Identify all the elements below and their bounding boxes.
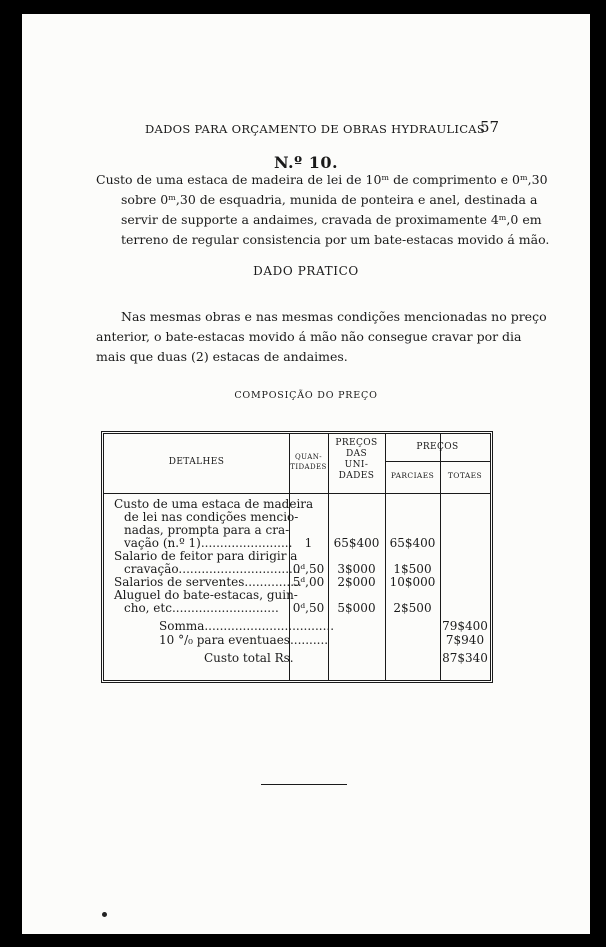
header-parciaes: PARCIAES	[390, 471, 435, 480]
row-detail: Aluguel do bate-estacas, guin-	[114, 588, 298, 602]
row-partial: 2$500	[393, 601, 432, 615]
ink-spot	[102, 912, 107, 917]
practical-line: mais que duas (2) estacas de andaimes.	[96, 349, 348, 364]
header-preco-unit: PREÇOS	[335, 438, 378, 448]
composition-title: COMPOSIÇÃO DO PREÇO	[234, 390, 378, 401]
description-line: servir de supporte a andaimes, cravada de proximamente 4ᵐ,0 em	[121, 212, 542, 227]
page-number: 57	[480, 118, 500, 136]
description-line: Custo de uma estaca de madeira de lei de 10ᵐ de comprimento e 0ᵐ,30	[96, 172, 548, 187]
row-partial: 10$000	[389, 575, 436, 589]
price-composition-table	[101, 431, 493, 683]
row-detail: Custo de uma estaca de madeira	[114, 497, 314, 511]
row-detail: cravação................................	[124, 562, 301, 576]
practical-line: anterior, o bate-estacas movido á mão não consegue cravar por dia	[96, 329, 522, 344]
row-unit-price: 3$000	[337, 562, 376, 576]
practical-line: Nas mesmas obras e nas mesmas condições mencionadas no preço	[121, 309, 547, 324]
header-preco-unit: UNI-	[344, 460, 369, 470]
row-unit-price: 65$400	[333, 536, 380, 550]
row-unit-price: 5$000	[337, 601, 376, 615]
row-detail: Salarios de serventes...............	[114, 575, 302, 589]
row-quantity: 5ᵈ,00	[292, 575, 325, 589]
section-title: DADO PRATICO	[253, 264, 359, 278]
summary-label: Custo total Rs.	[204, 651, 294, 665]
row-quantity: 0ᵈ,50	[292, 601, 325, 615]
row-unit-price: 2$000	[337, 575, 376, 589]
row-detail: vação (n.º 1)........................	[124, 536, 293, 550]
row-detail: Salario de feitor para dirigir a	[114, 549, 298, 563]
header-quantidades: TIDADES	[290, 463, 327, 471]
summary-total: 79$400	[442, 619, 488, 633]
row-quantity: 1	[304, 536, 313, 550]
summary-total: 87$340	[442, 651, 488, 665]
row-partial: 1$500	[393, 562, 432, 576]
row-detail: cho, etc............................	[124, 601, 279, 615]
row-quantity: 0ᵈ,50	[292, 562, 325, 576]
description-line: terreno de regular consistencia por um bate-estacas movido á mão.	[121, 232, 550, 247]
summary-label: Somma..................................	[159, 619, 335, 633]
header-precos: PREÇOS	[416, 442, 459, 452]
item-number: N.º 10.	[273, 153, 339, 172]
header-preco-unit: DAS	[345, 449, 368, 459]
header-totaes: TOTAES	[447, 471, 483, 480]
summary-label: 10 °/₀ para eventuaes..........	[159, 633, 329, 647]
header-detalhes: DETALHES	[168, 457, 225, 467]
description-line: sobre 0ᵐ,30 de esquadria, munida de ponteira e anel, destinada a	[121, 192, 538, 207]
header-quantidades: QUAN-	[295, 453, 322, 461]
header-preco-unit: DADES	[338, 471, 375, 481]
row-detail: nadas, prompta para a cra-	[124, 523, 290, 537]
end-rule	[261, 784, 347, 785]
book-page	[22, 14, 590, 934]
row-detail: de lei nas condições mencio-	[124, 510, 299, 524]
summary-total: 7$940	[445, 633, 485, 647]
row-partial: 65$400	[389, 536, 436, 550]
running-header: DADOS PARA ORÇAMENTO DE OBRAS HYDRAULICAS	[145, 122, 486, 136]
